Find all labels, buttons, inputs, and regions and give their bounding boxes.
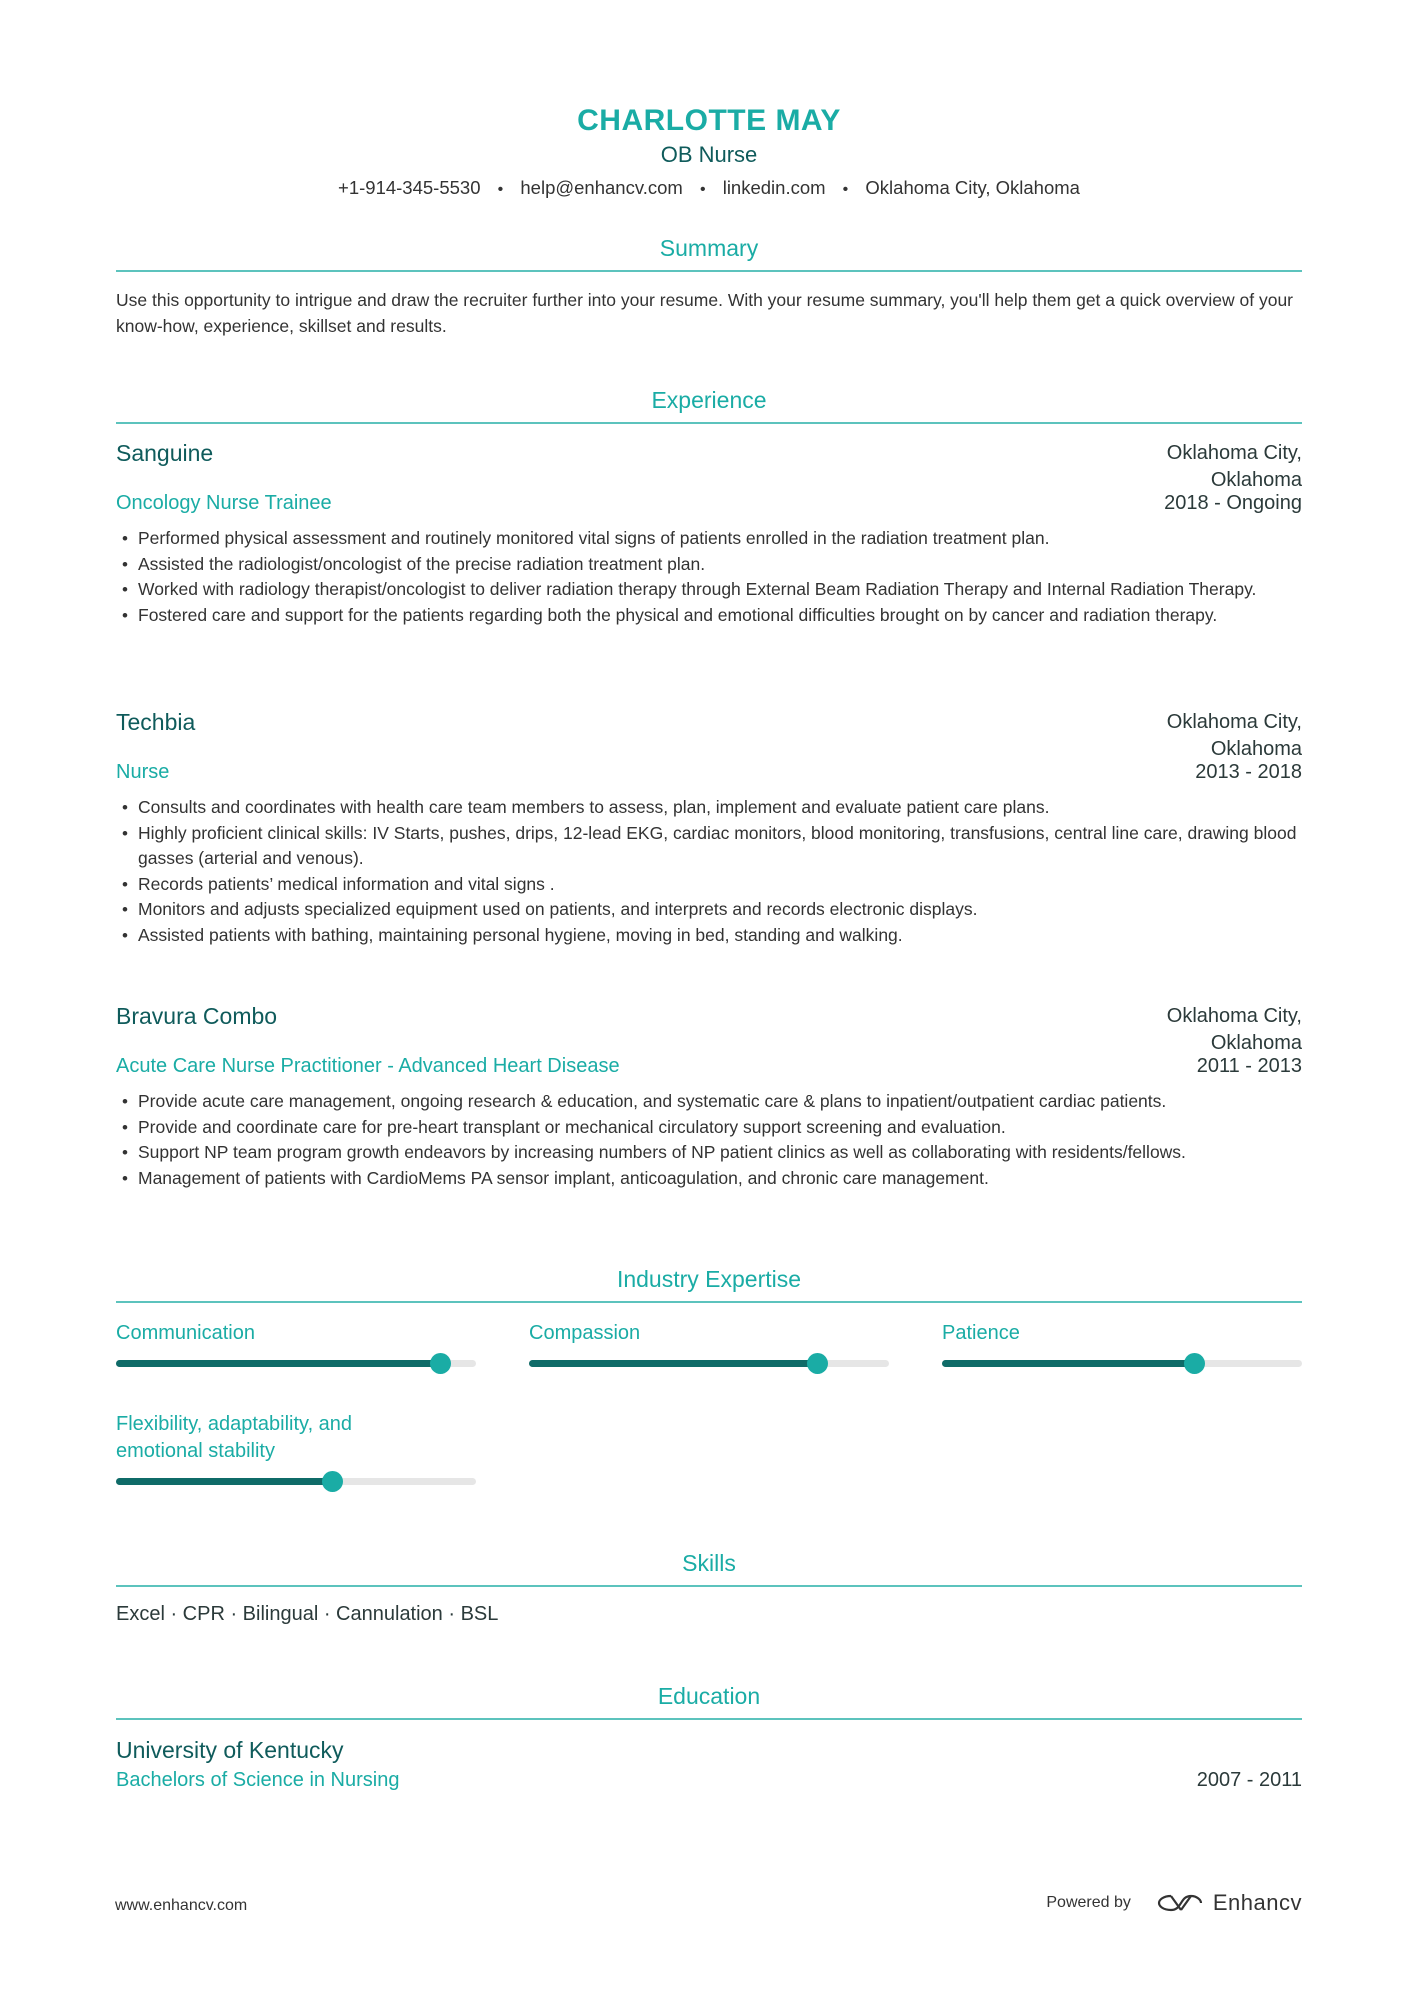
contact-line [116, 175, 1302, 203]
section-heading-summary: Summary [116, 233, 1302, 272]
education-degree: Bachelors of Science in Nursing [116, 1769, 400, 1791]
job-bullet: • Fostered care and support for the patients regarding both the physical and emotional difficulties brought on by cancer and radiation therapy. [116, 603, 1302, 629]
expertise-bar [116, 1360, 476, 1367]
separator-dot: • [699, 181, 706, 198]
section-heading-experience: Experience [116, 385, 1302, 424]
skills-section [116, 1548, 1302, 1626]
expertise-label: Compassion [529, 1322, 641, 1344]
job-bullet: • Support NP team program growth endeavors by increasing numbers of NP patient clinics as well as collaborating with residents/fellows. [116, 1140, 1302, 1166]
job-company: Sanguine [116, 440, 214, 466]
resume-header [116, 0, 1302, 203]
linkedin: linkedin.com [722, 177, 826, 198]
summary-text: Use this opportunity to intrigue and draw the recruiter further into your resume. With your resume summary, you'll help them get a quick overview of your know-how, experience, skillset and results. [116, 290, 1294, 336]
job-role: Acute Care Nurse Practitioner - Advanced Heart Disease [116, 1055, 620, 1077]
job-role: Oncology Nurse Trainee [116, 492, 332, 514]
expertise-item [116, 1411, 476, 1465]
expertise-label: Communication [116, 1322, 255, 1344]
job-bullet: • Management of patients with CardioMems PA sensor implant, anticoagulation, and chronic care management. [116, 1166, 1302, 1192]
expertise-item [529, 1320, 889, 1347]
enhancv-logo-icon [1157, 1892, 1203, 1914]
job-bullet: • Highly proficient clinical skills: IV Starts, pushes, drips, 12-lead EKG, cardiac monitors, blood monitoring, transfusions, central line care, drawing blood gasses (arterial and venous). [116, 821, 1302, 872]
job-role: Nurse [116, 761, 170, 783]
expertise-label: Flexibility, adaptability, and emotional stability [116, 1413, 353, 1462]
section-heading-education: Education [116, 1681, 1302, 1720]
experience-section [116, 385, 1302, 424]
job-bullet: • Assisted patients with bathing, maintaining personal hygiene, moving in bed, standing and walking. [116, 923, 1302, 949]
job-location: Oklahoma City, Oklahoma [1166, 442, 1302, 491]
job-company: Techbia [116, 709, 196, 735]
expertise-bar-fill [116, 1478, 332, 1485]
expertise-bar-knob [807, 1353, 828, 1374]
section-heading-skills: Skills [116, 1548, 1302, 1587]
job-bullet: • Assisted the radiologist/oncologist of the precise radiation treatment plan. [116, 552, 1302, 578]
expertise-bar-fill [116, 1360, 440, 1367]
brand-name: Enhancv [1212, 1890, 1302, 1915]
expertise-bar-fill [942, 1360, 1194, 1367]
separator-dot: • [497, 181, 504, 198]
job-bullet: • Performed physical assessment and routinely monitored vital signs of patients enrolled in the radiation treatment plan. [116, 526, 1302, 552]
expertise-bar [942, 1360, 1302, 1367]
job-dates: 2013 - 2018 [1195, 761, 1302, 783]
job-bullets [116, 795, 1297, 948]
education-entry [116, 1737, 1302, 1797]
job-bullets [116, 526, 1302, 628]
section-heading-expertise: Industry Expertise [116, 1264, 1302, 1303]
summary-section [116, 233, 1302, 339]
phone: +1-914-345-5530 [338, 177, 481, 198]
expertise-bar [529, 1360, 889, 1367]
job-location: Oklahoma City, Oklahoma [1166, 1005, 1302, 1054]
expertise-bar-knob [322, 1471, 343, 1492]
expertise-bar-knob [1184, 1353, 1205, 1374]
expertise-bar-fill [529, 1360, 817, 1367]
expertise-bar [116, 1478, 476, 1485]
job-company: Bravura Combo [116, 1003, 278, 1029]
job-bullet: • Provide and coordinate care for pre-heart transplant or mechanical circulatory support screening and evaluation. [116, 1115, 1302, 1141]
job-bullet: • Provide acute care management, ongoing research & education, and systematic care & plans to inpatient/outpatient cardiac patients. [116, 1089, 1302, 1115]
job-bullet: • Monitors and adjusts specialized equipment used on patients, and interprets and records electronic displays. [116, 897, 1302, 923]
expertise-item [942, 1320, 1302, 1347]
footer-website[interactable]: www.enhancv.com [115, 1897, 248, 1914]
skills-list: Excel · CPR · Bilingual · Cannulation · BSL [116, 1603, 499, 1625]
job-location: Oklahoma City, Oklahoma [1166, 711, 1302, 760]
job-bullet: • Consults and coordinates with health care team members to assess, plan, implement and evaluate patient care plans. [116, 795, 1058, 821]
email: help@enhancv.com [520, 177, 683, 198]
expertise-label: Patience [942, 1322, 1020, 1344]
job-bullet: • Worked with radiology therapist/oncologist to deliver radiation therapy through External Beam Radiation Therapy and Internal Radiation Therapy. [116, 577, 1302, 603]
location: Oklahoma City, Oklahoma [865, 177, 1080, 198]
expertise-item [116, 1320, 476, 1347]
footer-branding [1046, 1890, 1302, 1916]
education-section [116, 1681, 1302, 1720]
expertise-bar-knob [430, 1353, 451, 1374]
powered-by-label: Powered by [1046, 1894, 1131, 1911]
job-bullets [116, 1089, 1302, 1191]
resume-page [116, 0, 1302, 1791]
candidate-title: OB Nurse [660, 142, 758, 167]
job-bullet: • Records patients’ medical information and vital signs . [116, 872, 1076, 898]
enhancv-logo[interactable] [1157, 1890, 1302, 1916]
education-dates: 2007 - 2011 [1196, 1769, 1302, 1791]
separator-dot: • [842, 181, 849, 198]
candidate-name: CHARLOTTE MAY [577, 104, 841, 137]
job-dates: 2018 - Ongoing [1164, 492, 1302, 514]
education-school: University of Kentucky [116, 1737, 344, 1763]
expertise-section [116, 1264, 1302, 1303]
job-dates: 2011 - 2013 [1196, 1055, 1302, 1077]
